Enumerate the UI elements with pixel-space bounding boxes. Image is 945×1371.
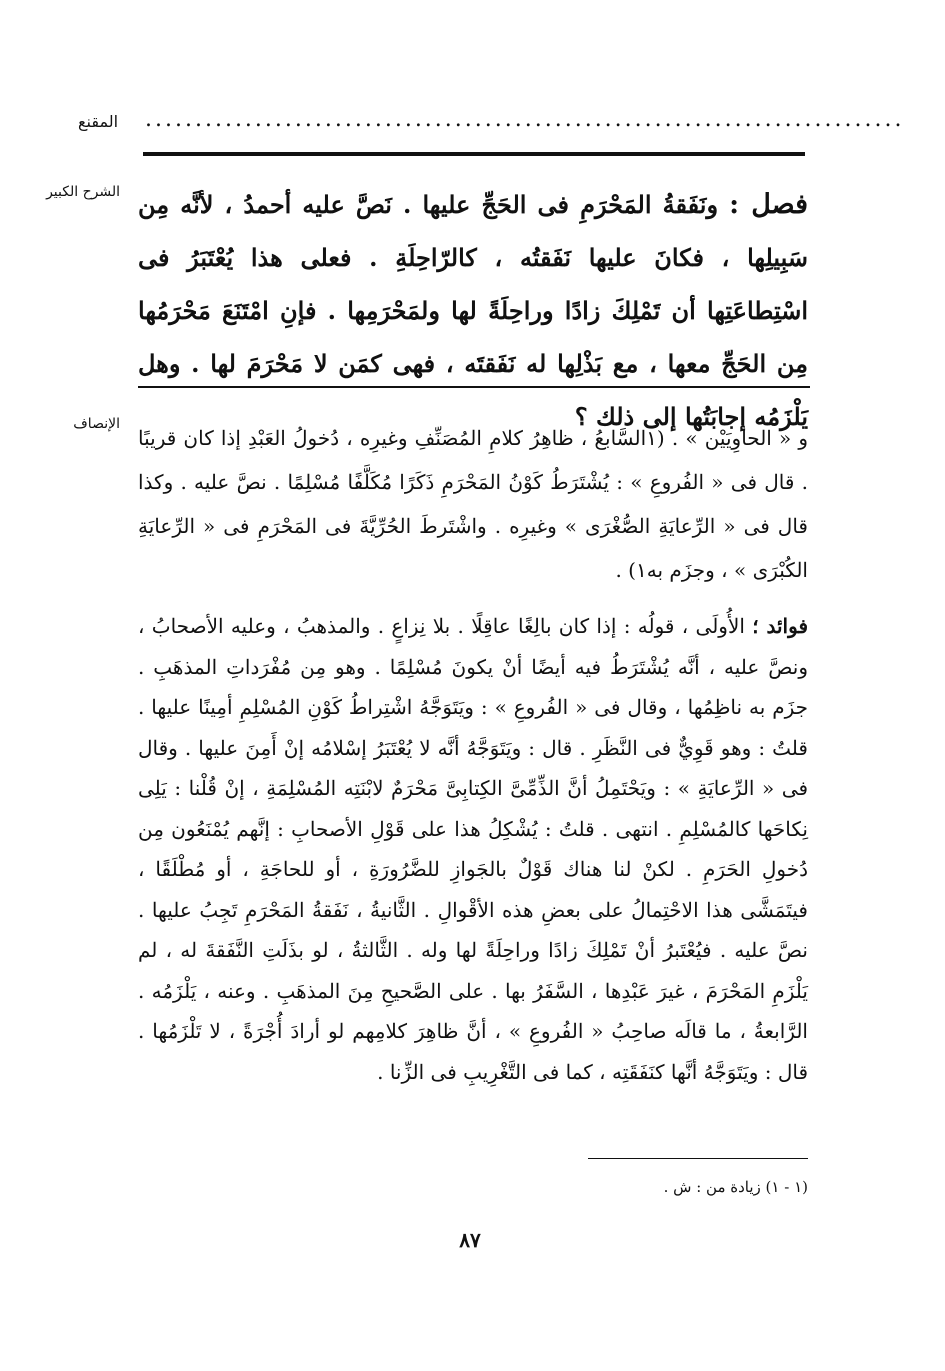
- insaf-text-2: الأُولَى ، قولُه : إذا كان بالِغًا عاقِلًا . بلا نِزاعٍ . والمذهبُ ، وعليه الأصحابُ ، ونصَّ عليه ، أنَّه يُشْتَرَطُ فيه أيضًا أنْ يكونَ مُسْلِمًا . وهو مِن مُفْرَداتِ المذهَبِ . جزَم به ناظِمُها ، وقال فى « الفُروعِ » : ويَتَوَجَّهُ اشْتِراطُ كَوْنِ المُسْلِمِ أمِينًا عليها . قلتُ : وهو قَوِيٌّ فى النَّظَرِ . قال : ويَتَوَجَّهُ أنَّه لا يُعْتَبَرُ إسْلامُه إنْ أَمِنَ عليها . وقال فى « الرِّعايَةِ » : ويَحْتَمِلُ أنَّ الذِّمِّىَّ الكِتابِىَّ مَحْرَمٌ لابْنَتِه المُسْلِمَةِ ، إنْ قُلْنا : يَلِى نِكاحَها كالمُسْلِمِ . انتهى . قلتُ : يُشْكِلُ هذا على قَوْلِ الأصحابِ : إنَّهم يُمْنَعُون مِن دُخولِ الحَرَمِ . لكنْ لنا هناك قَوْلٌ بالجَوازِ للضَّرُورَةِ ، أو للحاجَةِ ، أو مُطْلَقًا ، فيتَمَشَّى هذا الاحْتِمالُ على بعضِ هذه الأقْوالِ . الثَّانيةُ ، نَفَقةُ المَحْرَمِ تَجِبُ عليها . نصَّ عليه . فيُعْتَبرُ أنْ تَمْلِكَ زادًا وراحِلَةً لها وله . الثَّالثةُ ، لو بذَلَتِ النَّفَقةَ له ، لم يَلْزَمِ المَحْرَمَ ، غيرَ عَبْدِها ، السَّفَرُ بها . على الصَّحيحِ مِنَ المذهَبِ . وعنه ، يَلْزَمُه . الرَّابعةُ ، ما قالَه صاحِبُ « الفُروعِ » ، أنَّ ظاهِرَ كلامِهم لو أرادَ أُجْرَةً ، لا تَلْزَمُها . قال : ويَتَوَجَّهُ أنَّها كنَفَقَتِه ، كما فى التَّغْرِيبِ فى الزِّنا .: [138, 614, 808, 1084]
- sharh-text: ونَفَقةُ المَحْرَمِ فى الحَجِّ عليها . نَصَّ عليه أحمدُ ، لأنَّه مِن سَبِيلِها ، فكانَ عليها نَفَقتُه ، كالرّاحِلَةِ . فعلى هذا يُعْتَبَرُ فى اسْتِطاعَتِها أن تَمْلِكَ زادًا وراحِلَةً لها ولمَحْرَمِها . فإنِ امْتَنَعَ مَحْرَمُها مِن الحَجِّ معها ، مع بَذْلِها له نَفَقتَه ، فهى كمَن لا مَحْرَمَ لها . وهل يَلْزَمُه إجابَتُها إلى ذلك ؟: [138, 190, 809, 431]
- insaf-paragraph-1: [138, 416, 808, 592]
- header-dotted-line: ............................................................................: [145, 107, 905, 132]
- running-header-title: المقنع: [78, 112, 119, 131]
- footnote: (١ - ١) زيادة من : ش .: [663, 1178, 808, 1196]
- insaf-paragraph-2: [138, 606, 808, 1092]
- section-lead-word: فصل :: [729, 189, 809, 220]
- page-number: ٨٧: [459, 1228, 481, 1252]
- footnote-rule: [588, 1158, 808, 1159]
- section-divider: [138, 386, 810, 388]
- insaf-paragraph-2-body: [138, 606, 808, 1092]
- sharh-section: [138, 178, 808, 443]
- insaf-text-1: و « الحاوِيَيْن » . (١السَّابعُ ، ظاهِرُ كلامِ المُصَنِّفِ وغيرِه ، دُخولُ العَبْدِ إذا كان قريبًا . قال فى « الفُروعِ » : يُشْتَرَطُ كَوْنُ المَحْرَمِ ذَكَرًا مُكَلَّفًا مُسْلِمًا . نصَّ عليه . وكذا قال فى « الرِّعايَةِ الصُّغْرَى » وغيرِه . واشْتَرطَ الحُرِّيَّةَ فى المَحْرَمِ فى « الرِّعايَةِ الكُبْرَى » ، وجزَم به١) .: [138, 426, 809, 582]
- margin-label-insaf: الإنصاف: [73, 416, 120, 432]
- header-rule: [143, 152, 805, 156]
- margin-label-sharh: الشرح الكبير: [46, 184, 120, 200]
- sharh-paragraph: [138, 178, 808, 443]
- fawaid-lead-word: فوائد ؛: [752, 614, 809, 638]
